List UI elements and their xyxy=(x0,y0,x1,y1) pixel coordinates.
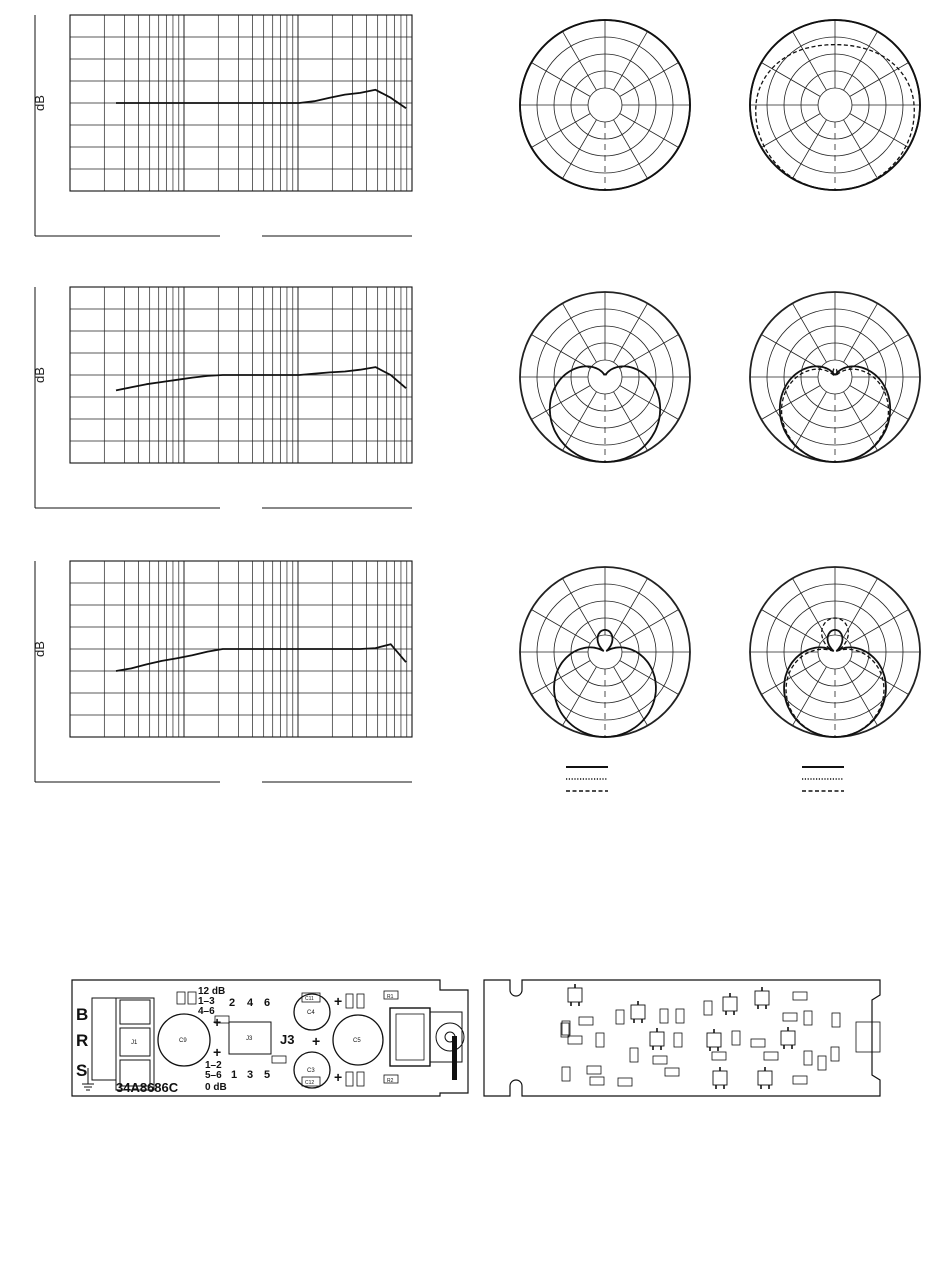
terminal-block xyxy=(92,998,116,1080)
polar-spoke xyxy=(761,114,820,148)
terminal-cell xyxy=(120,1000,150,1024)
polar-spoke xyxy=(850,63,909,97)
capacitor-body xyxy=(674,1033,682,1047)
polar-spoke xyxy=(563,392,597,451)
response-curve xyxy=(116,367,406,390)
smd-component xyxy=(665,1068,679,1076)
smd-component xyxy=(831,1047,839,1061)
plus-sign: + xyxy=(334,993,343,1009)
response-curve xyxy=(116,644,406,671)
polar-spoke xyxy=(850,610,909,644)
polar-curve xyxy=(780,366,890,462)
polar-curve xyxy=(550,366,660,462)
resistor-body xyxy=(579,1017,593,1025)
polar-plot xyxy=(520,20,690,190)
capacitor-body xyxy=(804,1051,812,1065)
frequency-response-chart xyxy=(32,287,412,508)
component-c5: C5 xyxy=(353,1038,361,1044)
capacitor-body xyxy=(831,1047,839,1061)
transistor-body xyxy=(755,991,769,1005)
smd-component xyxy=(781,1027,795,1049)
response-curve xyxy=(116,90,406,109)
component-c9: C9 xyxy=(179,1038,187,1044)
edge-tab xyxy=(856,1022,880,1052)
polar-spoke xyxy=(620,114,679,148)
polar-spoke xyxy=(850,114,909,148)
polar-spoke xyxy=(563,578,597,637)
component-box xyxy=(357,1072,364,1086)
polar-spoke xyxy=(620,335,679,369)
connector-socket xyxy=(436,1023,464,1051)
component-c4: C4 xyxy=(307,1010,315,1016)
plus-sign: + xyxy=(312,1033,321,1049)
polar-pattern-plots xyxy=(520,20,920,737)
polar-spoke xyxy=(614,578,648,637)
smd-component xyxy=(562,1067,570,1081)
polar-ring xyxy=(818,360,852,394)
transistor-body xyxy=(723,997,737,1011)
resistor-body xyxy=(590,1077,604,1085)
pcb-front-board xyxy=(72,980,468,1096)
jumper-label-1-2: 1–2 xyxy=(205,1060,222,1071)
pin-number-1: 1 xyxy=(231,1069,238,1081)
polar-plot xyxy=(750,567,920,737)
polar-spoke xyxy=(563,120,597,179)
component-c12-label: C12 xyxy=(305,1080,315,1086)
smd-component xyxy=(832,1013,840,1027)
smd-component xyxy=(653,1056,667,1064)
polar-spoke xyxy=(531,335,590,369)
smd-component xyxy=(676,1009,684,1023)
capacitor-body xyxy=(660,1009,668,1023)
component-box xyxy=(346,994,353,1008)
polar-spoke xyxy=(844,303,878,362)
pin-number-4: 4 xyxy=(247,997,254,1009)
smd-component xyxy=(618,1078,632,1086)
smd-component xyxy=(568,1036,582,1044)
smd-component xyxy=(616,1010,624,1024)
component-box xyxy=(177,992,185,1004)
polar-spoke xyxy=(531,63,590,97)
polar-spoke xyxy=(793,120,827,179)
resistor-body xyxy=(764,1052,778,1060)
polar-spoke xyxy=(614,120,648,179)
polar-ring xyxy=(588,360,622,394)
pcb-back-components xyxy=(561,984,840,1089)
smd-component xyxy=(596,1033,604,1047)
component-c11-label: C11 xyxy=(305,996,314,1002)
polar-spoke xyxy=(761,610,820,644)
capacitor-body xyxy=(804,1011,812,1025)
legend-right xyxy=(802,767,844,791)
polar-spoke xyxy=(793,578,827,637)
polar-spoke xyxy=(563,303,597,362)
polar-ring xyxy=(818,635,852,669)
smd-component xyxy=(804,1051,812,1065)
resistor-body xyxy=(783,1013,797,1021)
component-box xyxy=(272,1056,286,1063)
smd-component xyxy=(723,993,737,1015)
resistor-body xyxy=(653,1056,667,1064)
polar-spoke xyxy=(531,386,590,420)
polar-spoke xyxy=(761,386,820,420)
y-axis-label: dB xyxy=(32,641,47,657)
pin-number-6: 6 xyxy=(264,997,271,1009)
smd-component xyxy=(751,1039,765,1047)
polar-spoke xyxy=(620,386,679,420)
polar-spoke xyxy=(620,610,679,644)
polar-spoke xyxy=(761,63,820,97)
smd-component xyxy=(732,1031,740,1045)
transistor-body xyxy=(650,1032,664,1046)
polar-spoke xyxy=(761,335,820,369)
smd-component xyxy=(707,1029,721,1051)
polar-plot xyxy=(750,292,920,462)
terminal-s: S xyxy=(76,1061,88,1080)
polar-ring xyxy=(588,88,622,122)
transistor-body xyxy=(631,1005,645,1019)
line-style-legends xyxy=(566,767,844,791)
polar-spoke xyxy=(844,120,878,179)
smd-component xyxy=(793,992,807,1000)
jumper-label-1-3: 1–3 xyxy=(198,996,215,1007)
component-box xyxy=(346,1072,353,1086)
smd-component xyxy=(568,984,582,1006)
polar-spoke xyxy=(844,667,878,726)
smd-component xyxy=(579,1017,593,1025)
resistor-body xyxy=(665,1068,679,1076)
capacitor-body xyxy=(818,1056,826,1070)
plus-sign: + xyxy=(213,1014,222,1030)
smd-component xyxy=(631,1001,645,1023)
capacitor-body xyxy=(704,1001,712,1015)
polar-plot xyxy=(750,20,920,190)
connector-housing xyxy=(430,1012,462,1062)
component-box xyxy=(357,994,364,1008)
polar-plot xyxy=(520,567,690,737)
resistor-body xyxy=(712,1052,726,1060)
polar-spoke xyxy=(850,386,909,420)
resistor-body xyxy=(618,1078,632,1086)
component-j3: J3 xyxy=(246,1036,253,1042)
capacitor-body xyxy=(630,1048,638,1062)
polar-ring xyxy=(588,635,622,669)
smd-component xyxy=(590,1077,604,1085)
transistor-body xyxy=(707,1033,721,1047)
pin-number-2: 2 xyxy=(229,997,236,1009)
polar-ring xyxy=(818,88,852,122)
transistor-body xyxy=(758,1071,772,1085)
smd-component xyxy=(630,1048,638,1062)
smd-component xyxy=(764,1052,778,1060)
polar-spoke xyxy=(614,31,648,90)
terminal-b: B xyxy=(76,1005,89,1024)
y-axis-label: dB xyxy=(32,367,47,383)
smd-component xyxy=(804,1011,812,1025)
smd-component xyxy=(783,1013,797,1021)
polar-spoke xyxy=(620,63,679,97)
y-axis-label: dB xyxy=(32,95,47,111)
capacitor-body xyxy=(832,1013,840,1027)
frequency-response-charts xyxy=(32,15,412,782)
polar-spoke xyxy=(793,31,827,90)
polar-spoke xyxy=(531,610,590,644)
resistor-body xyxy=(587,1066,601,1074)
capacitor-body xyxy=(732,1031,740,1045)
polar-spoke xyxy=(844,31,878,90)
smd-component xyxy=(713,1067,727,1089)
smd-component xyxy=(818,1056,826,1070)
capacitor-body xyxy=(676,1009,684,1023)
smd-component xyxy=(650,1028,664,1050)
gain-label-top: 12 dB xyxy=(198,986,226,997)
smd-component xyxy=(758,1067,772,1089)
capacitor-body xyxy=(596,1033,604,1047)
polar-spoke xyxy=(793,667,827,726)
part-number: 34A8686C xyxy=(116,1080,179,1095)
smd-component xyxy=(674,1033,682,1047)
polar-spoke xyxy=(614,667,648,726)
transistor-body xyxy=(781,1031,795,1045)
capacitor-body xyxy=(562,1067,570,1081)
frequency-response-chart xyxy=(32,561,412,782)
polar-curve xyxy=(786,618,884,737)
smd-component xyxy=(704,1001,712,1015)
gain-label-bottom: 0 dB xyxy=(205,1082,227,1093)
frequency-response-chart xyxy=(32,15,412,236)
polar-spoke xyxy=(531,114,590,148)
capacitor-body xyxy=(616,1010,624,1024)
resistor-body xyxy=(568,1036,582,1044)
resistor-body xyxy=(751,1039,765,1047)
jumper-label-j3: J3 xyxy=(280,1032,295,1047)
polar-spoke xyxy=(850,335,909,369)
smd-component xyxy=(587,1066,601,1074)
pin-number-3: 3 xyxy=(247,1069,254,1081)
component-j1: J1 xyxy=(131,1040,138,1046)
polar-spoke xyxy=(614,303,648,362)
transistor-body xyxy=(713,1071,727,1085)
transistor-body xyxy=(568,988,582,1002)
polar-spoke xyxy=(793,392,827,451)
smd-component xyxy=(712,1052,726,1060)
legend-left xyxy=(566,767,608,791)
terminal-r: R xyxy=(76,1031,89,1050)
pin-number-5: 5 xyxy=(264,1069,271,1081)
jumper-label-5-6: 5–6 xyxy=(205,1070,222,1081)
component-c3: C3 xyxy=(307,1068,315,1074)
component-r2-label: R2 xyxy=(387,1078,394,1084)
plus-sign: + xyxy=(334,1069,343,1085)
polar-plot xyxy=(520,292,690,462)
resistor-body xyxy=(793,992,807,1000)
smd-component xyxy=(660,1009,668,1023)
component-box xyxy=(188,992,196,1004)
polar-spoke xyxy=(793,303,827,362)
polar-curve xyxy=(782,369,889,463)
polar-spoke xyxy=(563,31,597,90)
component-r1-label: R1 xyxy=(387,994,394,1000)
wire-lead xyxy=(452,1036,457,1080)
jumper-label-4-6: 4–6 xyxy=(198,1006,215,1017)
polar-spoke xyxy=(844,392,878,451)
polar-spoke xyxy=(844,578,878,637)
polar-spoke xyxy=(563,667,597,726)
resistor-body xyxy=(793,1076,807,1084)
transformer-core xyxy=(396,1014,424,1060)
smd-component xyxy=(793,1076,807,1084)
polar-spoke xyxy=(614,392,648,451)
plus-sign: + xyxy=(213,1044,222,1060)
smd-component xyxy=(755,987,769,1009)
